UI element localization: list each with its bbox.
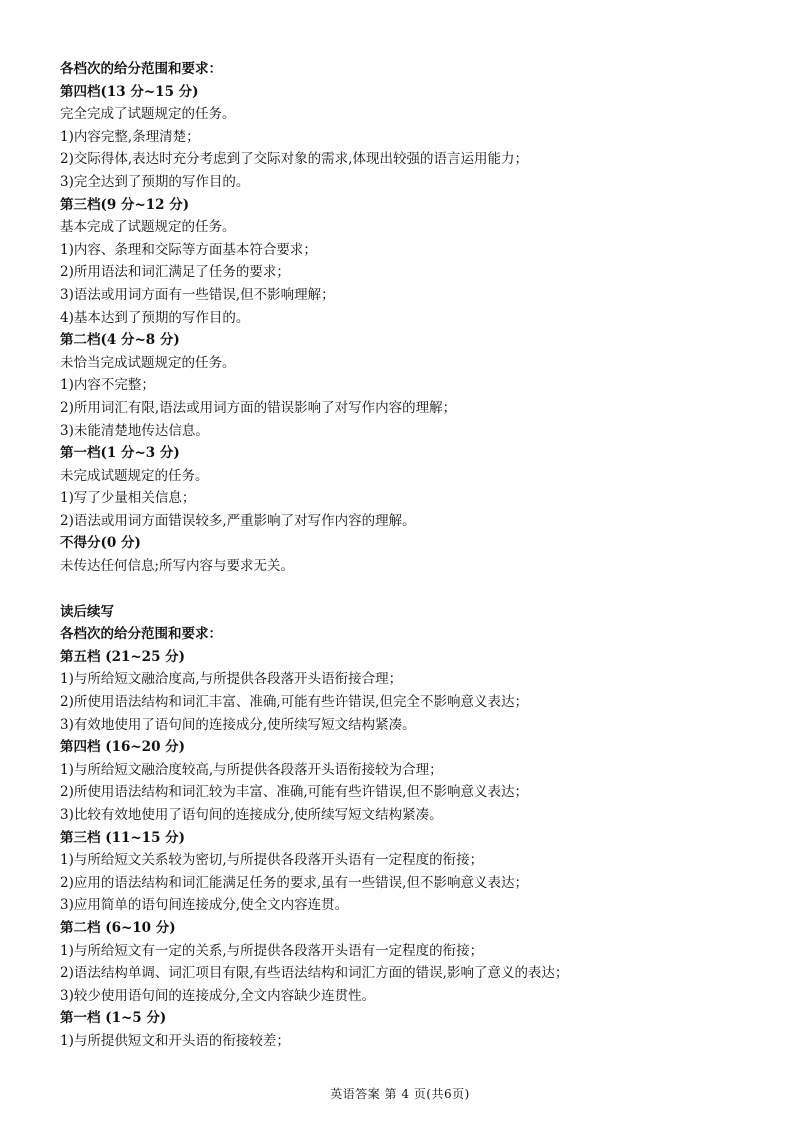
text-line: 未传达任何信息;所写内容与要求无关。 [60,558,295,575]
text-line: 1)写了少量相关信息； [60,490,196,507]
text-line: 3)语法或用词方面有一些错误,但不影响理解； [60,286,335,303]
section-gap [60,578,760,601]
text-line: 不得分(0 分) [60,535,141,552]
text-line: 未完成试题规定的任务。 [60,467,209,484]
text-line: 第一档 (1~5 分) [60,1010,167,1027]
writing-scoring-section [60,58,760,578]
page-footer: 英语答案 第 4 页(共6页) [330,1087,470,1101]
text-line: 基本完成了试题规定的任务。 [60,219,236,236]
answer-key-page [60,58,760,1053]
text-line: 第四档 (16~20 分) [60,739,186,756]
text-line: 1)内容不完整； [60,377,155,394]
text-line: 第二档 (6~10 分) [60,919,176,936]
text-line: 1)与所给短文融洽度较高,与所提供各段落开头语衔接较为合理； [60,761,443,778]
text-line: 3)完全达到了预期的写作目的。 [60,173,250,190]
text-line: 2)语法结构单调、词汇项目有限,有些语法结构和词汇方面的错误,影响了意义的表达； [60,965,569,982]
text-line: 完全完成了试题规定的任务。 [60,106,236,123]
text-line: 1)与所给短文关系较为密切,与所提供各段落开头语有一定程度的衔接； [60,852,484,869]
text-line: 3)未能清楚地传达信息。 [60,422,209,439]
continuation-writing-section [60,601,760,1053]
text-line: 第一档(1 分~3 分) [60,445,180,462]
text-line: 第三档(9 分~12 分) [60,196,190,213]
text-line: 第五档 (21~25 分) [60,648,186,665]
text-line: 第二档(4 分~8 分) [60,332,180,349]
text-line: 1)与所给短文融洽度高,与所提供各段落开头语衔接合理； [60,671,403,688]
text-line: 第四档(13 分~15 分) [60,83,199,100]
text-line: 1)内容、条理和交际等方面基本符合要求； [60,241,317,258]
text-line: 1)与所提供短文和开头语的衔接较差； [60,1032,290,1049]
text-line: 第三档 (11~15 分) [60,829,186,846]
text-line: 未恰当完成试题规定的任务。 [60,354,236,371]
text-line: 2)语法或用词方面错误较多,严重影响了对写作内容的理解。 [60,512,416,529]
text-line: 1)与所给短文有一定的关系,与所提供各段落开头语有一定程度的衔接； [60,942,484,959]
text-line: 2)所使用语法结构和词汇较为丰富、准确,可能有些许错误,但不影响意义表达； [60,784,528,801]
text-line: 2)交际得体,表达时充分考虑到了交际对象的需求,体现出较强的语言运用能力； [60,151,528,168]
text-line: 2)所使用语法结构和词汇丰富、准确,可能有些许错误,但完全不影响意义表达； [60,694,528,711]
text-line: 3)有效地使用了语句间的连接成分,使所续写短文结构紧凑。 [60,716,416,733]
text-line: 2)所用词汇有限,语法或用词方面的错误影响了对写作内容的理解； [60,399,457,416]
text-line: 3)较少使用语句间的连接成分,全文内容缺少连贯性。 [60,987,376,1004]
text-line: 4)基本达到了预期的写作目的。 [60,309,250,326]
text-line: 读后续写 [60,603,114,620]
text-line: 1)内容完整,条理清楚； [60,128,200,145]
text-line: 3)比较有效地使用了语句间的连接成分,使所续写短文结构紧凑。 [60,807,443,823]
text-line: 各档次的给分范围和要求： [60,626,222,643]
text-line: 2)所用语法和词汇满足了任务的要求； [60,264,290,281]
text-line: 3)应用简单的语句间连接成分,使全文内容连贯。 [60,897,349,914]
text-line: 2)应用的语法结构和词汇能满足任务的要求,虽有一些错误,但不影响意义表达； [60,874,528,891]
text-line: 各档次的给分范围和要求： [60,61,222,77]
